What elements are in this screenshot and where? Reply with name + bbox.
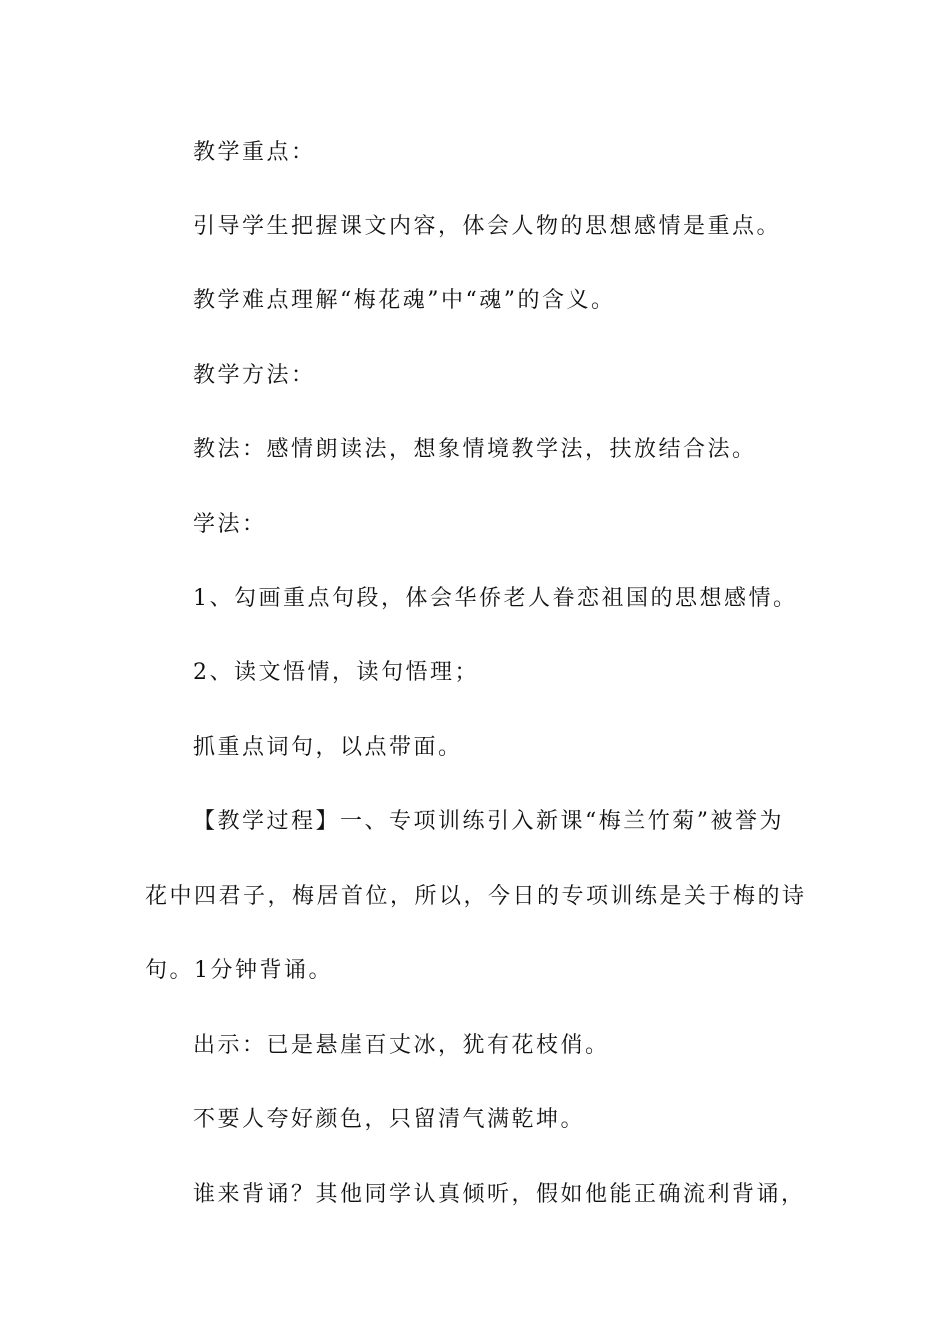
paragraph-focus-content: 引导学生把握课文内容，体会人物的思想感情是重点。	[193, 214, 782, 239]
paragraph-teaching-process-line-1: 【教学过程】一、专项训练引入新课“梅兰竹菊”被誉为	[193, 809, 784, 834]
paragraph-teaching-method: 教法：感情朗读法，想象情境教学法，扶放结合法。	[193, 437, 757, 462]
heading-teaching-methods: 教学方法：	[193, 363, 316, 388]
list-item-2: 2、读文悟情，读句悟理；	[193, 660, 479, 685]
list-item-1: 1、勾画重点句段，体会华侨老人眷恋祖国的思想感情。	[193, 586, 798, 611]
paragraph-recitation-question: 谁来背诵？其他同学认真倾听，假如他能正确流利背诵，	[193, 1182, 806, 1207]
paragraph-teaching-process-line-3: 句。1分钟背诵。	[145, 958, 333, 983]
heading-teaching-focus: 教学重点：	[193, 140, 316, 165]
paragraph-teaching-process-line-2: 花中四君子，梅居首位，所以，今日的专项训练是关于梅的诗	[145, 884, 807, 909]
paragraph-poem-line-1: 出示：已是悬崖百丈冰，犹有花枝俏。	[193, 1033, 610, 1058]
paragraph-key-words: 抓重点词句，以点带面。	[193, 735, 463, 760]
paragraph-teaching-difficulty: 教学难点理解“梅花魂”中“魂”的含义。	[193, 288, 616, 313]
paragraph-poem-line-2: 不要人夸好颜色，只留清气满乾坤。	[193, 1107, 586, 1132]
heading-learning-method: 学法：	[193, 512, 267, 537]
